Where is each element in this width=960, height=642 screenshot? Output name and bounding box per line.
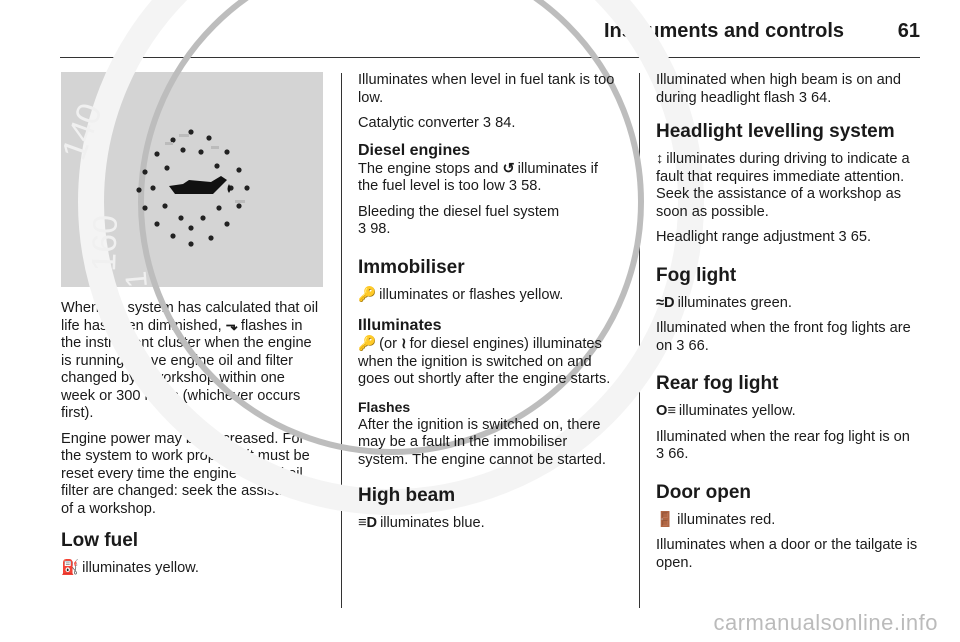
engine-power-text: Engine power may be decreased. For the system to work properly, it must be reset every time the engine oil and oil filter are changed: seek the assistance of a workshop. — [61, 430, 311, 517]
illuminates-text-b: for diesel engines) illuminates when the ignition is switched on and goes out shortly after the engine starts. — [358, 336, 611, 387]
fog-light-icon: ≈D — [656, 294, 675, 311]
rear-fog-light-heading: Rear fog light — [656, 373, 779, 394]
car-key-icon: 🔑 — [358, 286, 377, 303]
gauge-label-140: 140 — [54, 98, 110, 165]
rear-fog-light-icon: O≡ — [656, 403, 676, 419]
header-title: Instruments and controls — [603, 20, 844, 42]
illuminates-heading: Illuminates — [358, 317, 442, 334]
bleeding-text: Bleeding the diesel fuel system — [358, 203, 560, 220]
flashes-text: After the ignition is switched on, there may be a fault in the immobiliser system. The engine cannot be started. — [358, 416, 606, 468]
immobiliser-heading: Immobiliser — [358, 256, 465, 278]
watermark: carmanualsonline.info — [713, 610, 938, 635]
fog-light-ref: 66. — [688, 337, 709, 354]
fuel-tank-text: Illuminates when level in fuel tank is too low. — [358, 72, 615, 106]
door-open-text: illuminates red. — [677, 511, 776, 528]
page-ref-icon: 3 — [358, 221, 367, 237]
fuel-pump-icon: ⛽ — [61, 560, 80, 576]
headlight-range-text: Headlight range adjustment — [656, 229, 835, 245]
page-number: 61 — [897, 20, 920, 42]
headlight-range-ref: 65. — [850, 229, 872, 245]
headlight-levelling-heading: Headlight levelling system — [656, 121, 895, 142]
fog-light-heading: Fog light — [656, 264, 737, 286]
page-ref-icon: 3 — [838, 229, 847, 245]
rear-fog-light-text: illuminates yellow. — [678, 403, 796, 419]
high-beam-icon: ≡D — [358, 515, 378, 531]
gauge-label-160: 160 — [85, 214, 125, 273]
instrument-cluster-image — [54, 72, 323, 290]
fog-light-detail: Illuminated when the front fog lights are on — [656, 320, 911, 354]
high-beam-ref: 64. — [811, 89, 832, 106]
page-ref-icon: 3 — [508, 178, 518, 194]
fog-light-text: illuminates green. — [677, 294, 792, 311]
column-divider-1 — [341, 73, 342, 608]
oil-warning-illustration — [54, 72, 323, 290]
column-3 — [656, 72, 922, 580]
high-beam-detail: Illuminated when high beam is on and during headlight flash — [656, 72, 902, 106]
bleeding-ref: 98. — [370, 221, 391, 237]
catalytic-ref: 84. — [495, 115, 516, 131]
door-open-heading: Door open — [656, 481, 751, 503]
diesel-ref: 58. — [521, 178, 542, 194]
page-ref-icon: 3 — [656, 446, 665, 462]
page-ref-icon: 3 — [676, 337, 685, 354]
car-key-icon: 🔑 — [358, 336, 377, 352]
diesel-heading: Diesel engines — [358, 141, 471, 159]
door-open-icon: 🚪 — [656, 511, 675, 528]
oil-life-text-b: flashes in the instrument cluster when the engine is running. Have engine oil and filter changed by a workshop within one week or 300 miles (whichever occurs first). — [61, 317, 312, 421]
illuminates-text-a: (or — [379, 336, 398, 352]
rear-fog-light-detail: Illuminated when the rear fog light is on — [656, 428, 910, 445]
oil-life-text-a: When the system has calculated that oil life has been diminished, — [61, 300, 319, 334]
rear-fog-light-ref: 66. — [668, 446, 689, 462]
engine-warning-icon: ↺ — [502, 160, 515, 177]
column-1 — [54, 72, 323, 586]
immobiliser-text: illuminates or flashes yellow. — [379, 286, 564, 303]
door-open-detail: Illuminates when a door or the tailgate is open. — [656, 537, 918, 571]
gauge-label-partial: 1 — [119, 269, 154, 290]
engine-oil-icon: ⬎ — [225, 317, 238, 334]
column-2 — [358, 72, 620, 541]
page-ref-icon: 3 — [482, 115, 492, 131]
catalytic-text: Catalytic converter — [358, 115, 479, 131]
high-beam-heading: High beam — [358, 485, 456, 506]
low-fuel-text: illuminates yellow. — [82, 560, 199, 576]
low-fuel-heading: Low fuel — [61, 530, 139, 551]
page-ref-icon: 3 — [798, 89, 807, 106]
high-beam-text: illuminates blue. — [380, 515, 485, 531]
headlight-levelling-icon: ↕ — [656, 151, 664, 167]
flashes-heading: Flashes — [358, 398, 411, 415]
diesel-text-b: illuminates if the fuel level is too low — [358, 160, 598, 194]
preheat-icon: ≀ — [401, 336, 407, 352]
diesel-text-a: The engine stops and — [358, 160, 499, 177]
headlight-levelling-text: illuminates during driving to indicate a fault that requires immediate attention. Seek the assistance of a workshop as soon as possible. — [656, 151, 910, 220]
